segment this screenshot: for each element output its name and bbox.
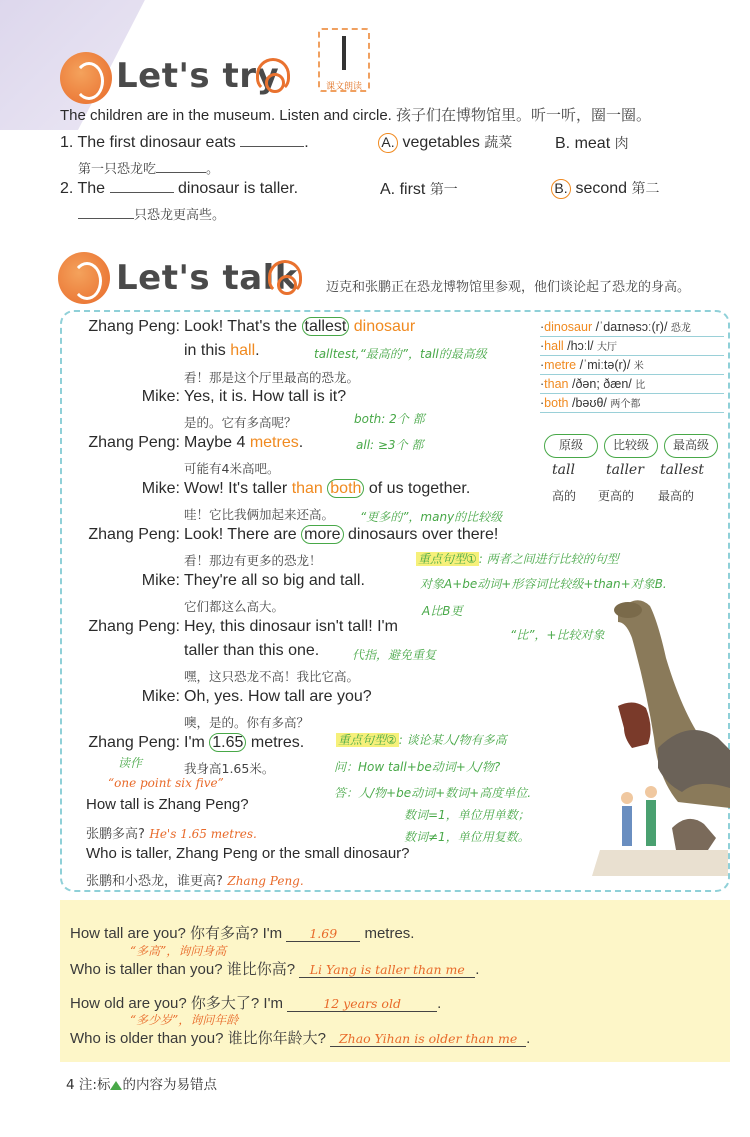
dialogue-line-8: Oh, yes. How tall are you? [184,688,372,705]
question-how-tall: How tall is Zhang Peng? [86,796,249,813]
vocab-meaning: 米 [633,361,644,372]
speaker-zhang-peng: Zhang Peng: [88,734,180,751]
triangle-icon [110,1081,122,1090]
q2-option-a-letter: A. [380,181,396,198]
text: Look! There are [184,526,297,543]
text: isn't tall! I'm [315,618,398,635]
lets-try-title: Let's try [116,56,280,96]
instruction-en: The children are in the museum. Listen and circle. [60,107,392,124]
key-pattern-1-text: : 两者之间进行比较的句型 [478,552,619,566]
exercise-2-question: Who is taller than you? 谁比你高? [70,961,296,978]
text: metres. [250,734,305,751]
note-key-pattern-2-singular: 数词=1，单位用单数； [404,808,530,822]
word-both: both [327,479,364,498]
exercise-1-answer-field[interactable]: 1.69 [286,926,360,942]
dinosaur-museum-illustration [588,588,730,878]
word-more: more [301,525,343,544]
exercise-1 [70,922,414,943]
vocab-meaning: 大厅 [597,342,618,353]
grade-superlative-meaning: 最高的 [658,489,695,503]
vocab-ipa: /ðən; ðæn/ [572,377,632,391]
q2-cn [78,204,225,223]
key-pattern-1-label: 重点句型① [418,552,477,566]
vocab-ipa: /ˈmiːtə(r)/ [579,358,631,372]
q2-option-b-circle: B. [551,179,571,199]
q1-option-b-letter: B. [555,135,571,152]
answer-who-taller: Zhang Peng. [227,874,304,888]
dialogue-line-4 [184,480,470,498]
dialogue-line-7a [184,618,398,636]
dialogue-line-5 [184,526,498,544]
exercise-3 [70,992,441,1013]
question-how-tall-cn: 张鹏多高? [86,827,145,842]
read-aloud-label: 课文朗读 [325,81,362,91]
grade-comparative-meaning: 更高的 [598,489,635,503]
text: of us together. [368,480,471,497]
exercise-1-answer-prefix: I'm [262,925,283,942]
exercise-1-note: “多高”，询问身高 [130,944,227,958]
vocab-word: metre [544,358,577,372]
try-instruction [60,104,651,125]
text: dinosaurs over there! [348,526,499,543]
text: taller than this [184,642,284,659]
exercise-3-note: “多少岁”，询问年龄 [130,1013,239,1027]
translation-4: 哇！它比我俩加起来还高。 [184,507,335,522]
footer-note-suffix: 的内容为易错点 [122,1077,217,1093]
exercise-2 [70,958,479,979]
vocab-meaning: 两个都 [610,399,641,410]
grade-base-label: 原级 [544,434,598,458]
word-metres: metres [249,434,299,451]
q2-option-b-cn: 第二 [631,181,660,197]
number-1-65: 1.65 [209,733,246,752]
exercise-4-answer-field[interactable]: Zhao Yihan is older than me [330,1031,526,1047]
qr-mark [342,36,346,70]
note-key-pattern-2-plural: 数词≠1，单位用复数。 [404,830,530,844]
vocab-word: than [544,377,569,391]
speaker-zhang-peng: Zhang Peng: [88,526,180,543]
q1-option-a-text: vegetables [402,134,480,151]
word-one: one [288,642,315,659]
word-dinosaur: dinosaur [353,318,416,335]
q1-option-b-cn: 肉 [614,136,629,152]
q1-cn-text: 第一只恐龙吃 [78,162,157,177]
vocab-word: hall [544,339,564,353]
q1-cn-end: 。 [206,162,220,177]
exercise-3-answer-field[interactable]: 12 years old [287,996,437,1012]
talk-intro: 迈克和张鹏正在恐龙博物馆里参观，他们谈论起了恐龙的身高。 [326,280,691,295]
q1-option-a[interactable] [378,132,512,153]
q1-option-b[interactable] [555,133,629,153]
speaker-mike: Mike: [141,572,180,589]
note-tallest: talltest,“最高的”，tall的最高级 [314,347,487,361]
grade-comparative-label: 比较级 [604,434,658,458]
translation-1: 看！那是这个厅里最高的恐龙。 [184,370,360,385]
question-who-taller-cn: 张鹏和小恐龙，谁更高? [86,874,223,889]
note-more: “更多的”，many的比较级 [360,510,503,524]
vocab-ipa: /bəʊθ/ [572,396,607,410]
vocab-row: ·metre /ˈmiːtə(r)/ 米 [540,356,724,375]
vocab-list [540,318,724,413]
note-than: “比”，+比较对象 [510,628,605,642]
translation-5: 看！那边有更多的恐龙！ [184,553,322,568]
dialogue-line-9 [184,734,304,752]
grade-superlative-word: tallest [660,462,705,478]
text: . [255,342,260,359]
q1-option-a-cn: 蔬菜 [484,135,513,151]
text: in this [184,342,226,359]
speaker-zhang-peng: Zhang Peng: [88,434,180,451]
question-who-taller-cn-line [86,870,304,890]
translation-6: 它们都这么高大。 [184,599,285,614]
word-dinosaur: dinosaur [249,618,311,635]
footer-note-prefix: 注:标 [78,1077,111,1093]
q1-line [60,133,309,152]
translation-3: 可能有4米高吧。 [184,461,280,476]
grade-base-meaning: 高的 [552,489,577,503]
q1-option-b-text: meat [574,135,611,152]
key-pattern-2-text: : 谈论某人/物有多高 [398,733,507,747]
word-than: than [291,480,323,497]
speaker-zhang-peng: Zhang Peng: [88,318,180,335]
q2-option-a-cn: 第一 [429,182,458,198]
q2-blank [110,179,174,193]
vocab-ipa: /hɔːl/ [567,339,594,353]
note-all: all: ≥3个 都 [356,438,424,452]
q2-option-a[interactable] [380,179,458,199]
q2-cn-blank [78,205,134,219]
exercise-1-answer-suffix: metres. [364,925,415,942]
speaker-mike: Mike: [141,388,180,405]
text: Look! That's the [184,318,298,335]
q2-text: The [77,180,106,197]
vocab-word: both [544,396,569,410]
note-read-value: “one point six five” [108,776,224,790]
text: . [314,642,320,659]
talk-icon [58,252,110,304]
page-footer [66,1073,217,1093]
exercise-4 [70,1027,530,1048]
q1-blank [240,133,304,147]
instruction-cn: 孩子们在博物馆里。听一听，圈一圈。 [396,106,652,124]
vocab-row: ·hall /hɔːl/ 大厅 [540,337,724,356]
read-aloud-qr[interactable] [318,28,370,92]
text: Maybe 4 [184,434,246,451]
ear-icon [60,52,112,104]
note-key-pattern-1-meaning: A比B更 [422,604,463,618]
dialogue-line-2: Yes, it is. How tall is it? [184,388,347,405]
dialogue-line-1a [184,318,415,336]
q2-line [60,179,298,198]
vocab-meaning: 比 [635,380,646,391]
q2-option-a-text: first [399,181,426,198]
q2-text-after: dinosaur is taller. [177,180,299,197]
question-who-taller: Who is taller, Zhang Peng or the small dinosaur? [86,845,410,862]
question-how-tall-cn-line [86,823,257,843]
translation-2: 是的。它有多高呢？ [184,415,297,430]
vocab-row: ·both /bəʊθ/ 两个都 [540,394,724,413]
page-number: 4 [66,1077,75,1093]
vocab-word: dinosaur [544,320,593,334]
note-key-pattern-1-formula: 对象A+be动词+形容词比较级+than+对象B. [420,577,667,591]
translation-9: 我身高1.65米。 [184,761,275,776]
text: . [298,434,304,451]
translation-7: 嘿，这只恐龙不高！我比它高。 [184,669,360,684]
note-key-pattern-2-answer: 答：人/物+be动词+数词+高度单位. [334,786,532,800]
text: Wow! It's taller [184,480,288,497]
headphones-icon [268,260,302,294]
q1-cn-blank [156,159,206,173]
q2-cn-text: 只恐龙更高些。 [134,208,226,223]
grade-comparative-word: taller [606,462,644,478]
speaker-mike: Mike: [141,688,180,705]
q1-text: The first dinosaur eats [77,134,236,151]
q1-number: 1. [60,134,74,151]
lets-talk-title: Let's talk [116,258,298,298]
text: I'm [184,734,205,751]
vocab-row: ·than /ðən; ðæn/ 比 [540,375,724,394]
grade-superlative-label: 最高级 [664,434,718,458]
exercise-1-question: How tall are you? 你有多高? [70,925,259,942]
note-key-pattern-1 [416,550,619,567]
exercise-4-question: Who is older than you? 谁比你年龄大? [70,1030,326,1047]
note-read-as: 读作 [118,756,143,770]
exercise-3-question: How old are you? 你多大了? [70,995,260,1012]
word-hall: hall [230,342,256,359]
vocab-row: ·dinosaur /ˈdaɪnəsɔː(r)/ 恐龙 [540,318,724,337]
text: Hey, this [184,618,246,635]
key-pattern-2-label: 重点句型② [338,733,397,747]
q2-number: 2. [60,180,74,197]
note-key-pattern-2 [336,731,507,748]
speaker-zhang-peng: Zhang Peng: [88,618,180,635]
vocab-ipa: /ˈdaɪnəsɔː(r)/ [595,320,668,334]
q1-period: . [304,134,309,151]
speaker-mike: Mike: [141,480,180,497]
answer-how-tall: He's 1.65 metres. [149,827,257,841]
dialogue-line-1b [184,342,260,360]
dialogue-line-6: They're all so big and tall. [184,572,365,589]
vocab-meaning: 恐龙 [670,323,691,334]
exercise-3-answer-prefix: I'm [263,995,283,1012]
dialogue-line-7b [184,642,319,660]
headphones-icon [256,58,290,92]
note-key-pattern-2-question: 问：How tall+be动词+人/物? [334,760,501,774]
q1-option-a-circle: A. [378,133,398,153]
q2-option-b[interactable] [551,178,660,199]
exercise-2-suffix: . [475,961,480,978]
grade-base-word: tall [552,462,575,478]
translation-8: 噢，是的。你有多高？ [184,715,310,730]
exercise-4-suffix: . [526,1030,531,1047]
q2-option-b-text: second [575,180,628,197]
exercise-2-answer-field[interactable]: Li Yang is taller than me [299,962,475,978]
note-both: both: 2个 都 [354,412,425,426]
note-one: 代指，避免重复 [352,648,437,662]
dialogue-line-3 [184,434,303,452]
exercise-3-suffix: . [437,995,442,1012]
q1-cn [78,158,219,177]
word-tallest: tallest [302,317,350,336]
